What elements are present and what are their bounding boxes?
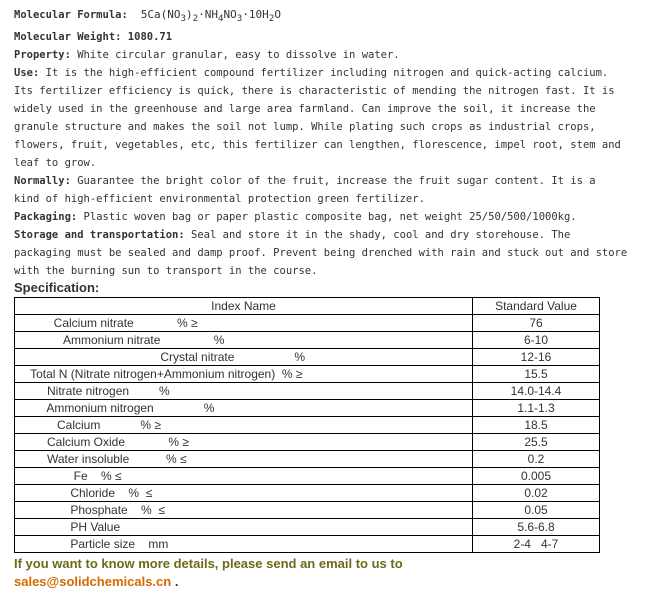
index-name-cell: Nitrate nitrogen % xyxy=(15,383,473,400)
table-row xyxy=(15,400,600,417)
header-standard-value: Standard Value xyxy=(473,298,600,315)
table-row xyxy=(15,315,600,332)
header-index-name: Index Name xyxy=(15,298,473,315)
table-row xyxy=(15,332,600,349)
use-line: Its fertilizer efficiency is quick, there is characteristic of mending the nitrogen fast. It is xyxy=(14,85,615,98)
packaging-line xyxy=(14,208,604,226)
table-row xyxy=(15,383,600,400)
use-line: widely used in the greenhouse and large area farmland. Can improve the soil, it increase the xyxy=(14,103,596,116)
packaging-text: Plastic woven bag or paper plastic composite bag, net weight 25/50/500/1000kg. xyxy=(83,211,577,224)
standard-value-cell: 14.0-14.4 xyxy=(473,383,600,400)
index-name-cell: Calcium Oxide % ≥ xyxy=(15,434,473,451)
normally-line: Guarantee the bright color of the fruit, increase the fruit sugar content. It is a xyxy=(77,175,596,188)
table-row xyxy=(15,366,600,383)
standard-value-cell: 0.05 xyxy=(473,502,600,519)
table-header-row xyxy=(15,298,600,315)
use-line: leaf to grow. xyxy=(14,157,97,170)
contact-text: If you want to know more details, please send an email to us to xyxy=(14,556,403,572)
index-name-cell: Phosphate % ≤ xyxy=(15,502,473,519)
index-name-cell: Fe % ≤ xyxy=(15,468,473,485)
table-row xyxy=(15,536,600,553)
table-row xyxy=(15,349,600,366)
table-row xyxy=(15,434,600,451)
storage-line: packaging must be sealed and damp proof. Prevent being drenched with rain and stuck out and store xyxy=(14,247,628,260)
product-description xyxy=(14,6,628,591)
normally-block xyxy=(14,172,604,208)
index-name-cell: Particle size mm xyxy=(15,536,473,553)
table-row xyxy=(15,417,600,434)
table-row xyxy=(15,451,600,468)
standard-value-cell: 2-4 4-7 xyxy=(473,536,600,553)
property-text: White circular granular, easy to dissolve in water. xyxy=(77,49,400,62)
formula-label: Molecular Formula: xyxy=(14,9,128,21)
formula-value: $5Ca(NO_3)_2\cdot NH_4NO_3\cdot 10H_2O$ xyxy=(140,8,281,25)
index-name-cell: Calcium nitrate % ≥ xyxy=(15,315,473,332)
index-name-cell: Ammonium nitrate % xyxy=(15,332,473,349)
index-name-cell: Ammonium nitrogen % xyxy=(15,400,473,417)
table-row xyxy=(15,485,600,502)
packaging-label: Packaging: xyxy=(14,211,78,224)
table-row xyxy=(15,468,600,485)
index-name-cell: Water insoluble % ≤ xyxy=(15,451,473,468)
normally-label: Normally: xyxy=(14,175,71,188)
use-line: It is the high-efficient compound fertilizer including nitrogen and quick-acting calcium. xyxy=(45,67,609,80)
standard-value-cell: 25.5 xyxy=(473,434,600,451)
property-label: Property: xyxy=(14,49,71,62)
contact-footer xyxy=(14,555,604,591)
standard-value-cell: 0.02 xyxy=(473,485,600,502)
normally-line: kind of high-efficient environmental protection green fertilizer. xyxy=(14,193,425,206)
standard-value-cell: 0.2 xyxy=(473,451,600,468)
standard-value-cell: 15.5 xyxy=(473,366,600,383)
formula-line xyxy=(14,6,604,28)
standard-value-cell: 1.1-1.3 xyxy=(473,400,600,417)
storage-block xyxy=(14,226,628,280)
specification-title: Specification: xyxy=(14,280,100,296)
standard-value-cell: 76 xyxy=(473,315,600,332)
use-block xyxy=(14,64,621,172)
index-name-cell: Chloride % ≤ xyxy=(15,485,473,502)
storage-line: Seal and store it in the shady, cool and dry storehouse. The xyxy=(191,229,571,242)
property-line xyxy=(14,46,604,64)
table-row xyxy=(15,502,600,519)
weight-value: 1080.71 xyxy=(127,31,173,44)
standard-value-cell: 12-16 xyxy=(473,349,600,366)
standard-value-cell: 18.5 xyxy=(473,417,600,434)
storage-label: Storage and transportation: xyxy=(14,229,185,242)
table-row xyxy=(15,519,600,536)
standard-value-cell: 5.6-6.8 xyxy=(473,519,600,536)
use-line: flowers, fruit, vegetables, etc, this fertilizer can lengthen, florescence, impel root, stem and xyxy=(14,139,621,152)
index-name-cell: Calcium % ≥ xyxy=(15,417,473,434)
use-line: granule structure and makes the soil not lump. While plating such crops as industrial crops, xyxy=(14,121,596,134)
index-name-cell: PH Value xyxy=(15,519,473,536)
footer-end: . xyxy=(171,574,179,590)
index-name-cell: Crystal nitrate % xyxy=(15,349,473,366)
standard-value-cell: 6-10 xyxy=(473,332,600,349)
storage-line: with the burning sun to transport in the course. xyxy=(14,265,318,278)
use-label: Use: xyxy=(14,67,40,80)
weight-label: Molecular Weight: xyxy=(14,31,122,44)
index-name-cell: Total N (Nitrate nitrogen+Ammonium nitrogen) % ≥ xyxy=(15,366,473,383)
email-link[interactable]: sales@solidchemicals.cn xyxy=(14,574,172,590)
weight-line xyxy=(14,28,604,46)
specification-table xyxy=(14,297,600,553)
standard-value-cell: 0.005 xyxy=(473,468,600,485)
